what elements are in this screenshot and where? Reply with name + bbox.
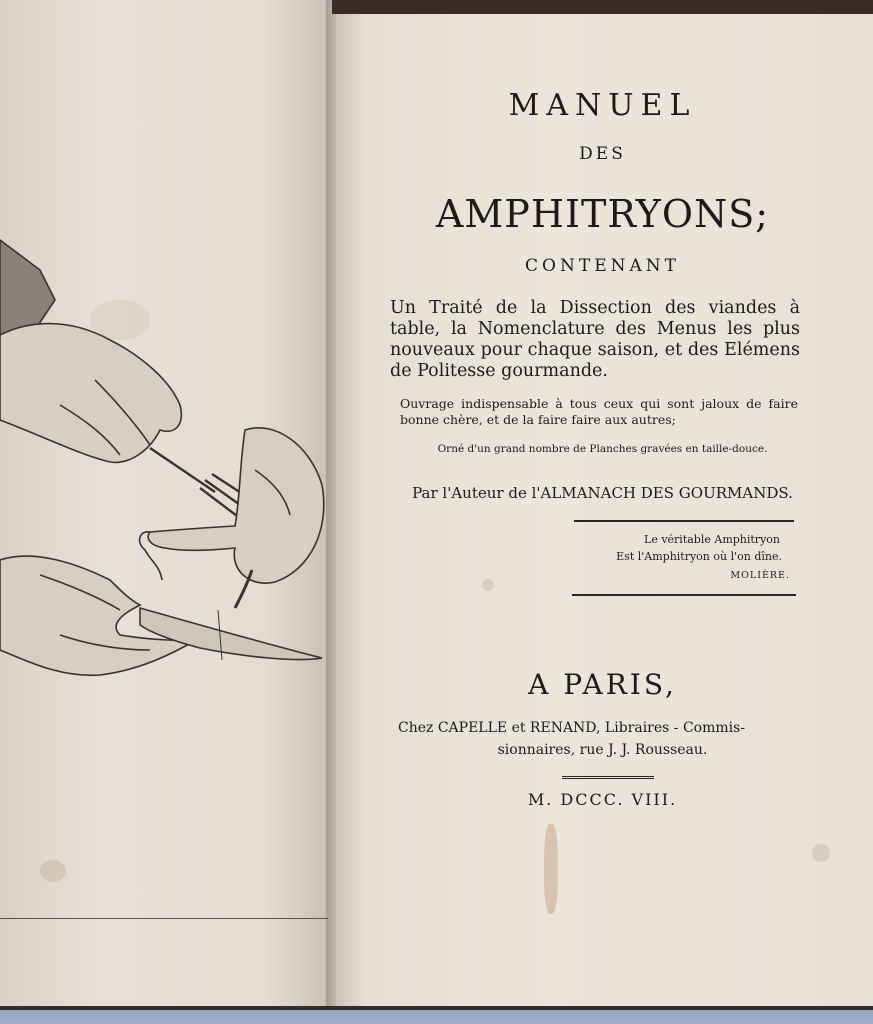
- epigraph-bottom-rule: [572, 594, 796, 596]
- foxing-stain: [544, 824, 558, 914]
- date-rule: [562, 776, 654, 779]
- epigraph-line-2: Est l'Amphitryon où l'on dîne.: [616, 550, 782, 563]
- frontispiece-carving-illustration: [0, 230, 330, 690]
- foxing-stain: [40, 860, 66, 882]
- title-line-amphitryons: AMPHITRYONS;: [435, 192, 770, 236]
- place-of-publication: A PARIS,: [528, 668, 677, 701]
- purpose-description: Ouvrage indispensable à tous ceux qui sont jaloux de faire bonne chère, et de la faire faire aux autres;: [400, 396, 798, 427]
- foxing-stain: [482, 579, 494, 591]
- epigraph-top-rule: [574, 520, 794, 522]
- epigraph-attribution: MOLIÈRE.: [730, 570, 790, 581]
- publisher-line-1: Chez CAPELLE et RENAND, Libraires - Commis-: [398, 720, 746, 736]
- contents-description: Un Traité de la Dissection des viandes à table, la Nomenclature des Menus les plus nouveaux pour chaque saison, et des Elémens de Politesse gourmande.: [390, 298, 800, 381]
- title-line-des: DES: [579, 144, 626, 164]
- foxing-stain: [812, 844, 830, 862]
- illustrations-note: Orné d'un grand nombre de Planches gravées en taille-douce.: [437, 443, 768, 455]
- title-line-manuel: MANUEL: [508, 88, 697, 123]
- plate-border-line: [0, 918, 328, 919]
- title-line-contenant: CONTENANT: [525, 256, 680, 276]
- publisher-line-2: sionnaires, rue J. J. Rousseau.: [497, 742, 708, 758]
- epigraph-line-1: Le véritable Amphitryon: [644, 533, 780, 546]
- publication-date: M. DCCC. VIII.: [527, 790, 678, 809]
- author-line: Par l'Auteur de l'ALMANACH DES GOURMANDS.: [412, 484, 793, 502]
